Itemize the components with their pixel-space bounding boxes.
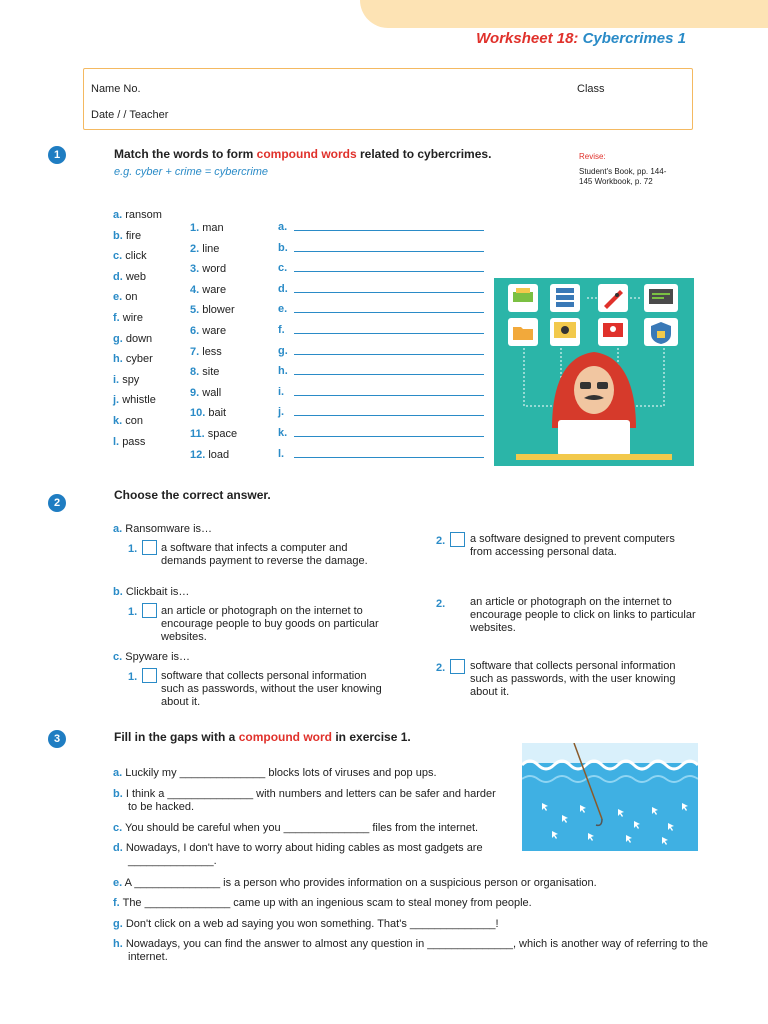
sentence-letter: e. (113, 877, 123, 889)
icon-server (550, 284, 580, 312)
gap-fill-sentence (113, 767, 508, 780)
sentence-text: Nowadays, I don't have to worry about hiding cables as most gadgets are ______________. (125, 842, 483, 867)
answer-letter (278, 427, 287, 439)
option-number: 2. (436, 598, 446, 610)
right-word-item (190, 407, 226, 419)
gap-fill-sentence (113, 822, 528, 835)
icon-bug-screen (550, 318, 580, 346)
sentence-text: The ______________ came up with an ingenious scam to steal money from people. (122, 897, 532, 909)
item-letter: h. (113, 353, 123, 366)
answer-checkbox[interactable] (142, 668, 157, 683)
item-word: web (125, 270, 147, 283)
answer-letter-text: e. (278, 303, 288, 316)
right-word-item (190, 243, 219, 255)
option-number: 1. (128, 543, 138, 555)
icon-money (508, 284, 538, 312)
item-number: 12. (190, 448, 206, 461)
sentence-text: A ______________ is a person who provides information on a suspicious person or organisation. (124, 877, 597, 889)
item-word: whistle (122, 394, 156, 407)
item-letter: j. (113, 394, 120, 407)
answer-letter-text: b. (278, 241, 288, 254)
left-word-item (113, 291, 138, 303)
item-letter: e. (113, 291, 123, 304)
date-teacher-field-label: Date / / Teacher (91, 109, 169, 121)
answer-letter (278, 448, 284, 460)
question-stem (113, 651, 190, 663)
question-stem (113, 586, 189, 598)
right-word-item (190, 263, 226, 275)
sentence-letter: c. (113, 822, 123, 834)
item-number: 1. (190, 222, 200, 234)
option-2-text: software that collects personal information such as passwords, with the user knowing about it. (470, 660, 676, 698)
item-word: wire (122, 312, 143, 324)
sentence-text: Nowadays, you can find the answer to almost any question in ______________, which is another way of referring to the internet. (125, 938, 708, 963)
exercise-3-number: 3 (48, 730, 66, 748)
question-text: Ransomware is… (125, 523, 213, 535)
item-word: line (202, 242, 220, 255)
answer-letter (278, 365, 288, 377)
answer-line[interactable] (294, 230, 484, 231)
item-number: 4. (190, 283, 200, 296)
item-word: cyber (125, 353, 153, 366)
option-1-marker (128, 602, 157, 620)
icon-monitor (644, 284, 678, 312)
left-word-item (113, 209, 162, 221)
item-number: 5. (190, 304, 200, 317)
left-word-item (113, 436, 145, 448)
answer-letter-text: g. (278, 344, 288, 357)
item-word: bait (208, 407, 227, 420)
item-word: ware (202, 325, 227, 337)
item-letter: f. (113, 312, 120, 324)
header-band (360, 0, 768, 28)
question-letter: b. (113, 586, 123, 598)
option-2-marker (436, 658, 465, 676)
item-letter: a. (113, 209, 123, 221)
answer-letter-text: c. (278, 262, 288, 275)
item-word: down (125, 332, 153, 345)
gap-fill-sentence (113, 788, 508, 814)
answer-letter (278, 221, 287, 233)
answer-line[interactable] (294, 312, 484, 313)
answer-line[interactable] (294, 436, 484, 437)
answer-line[interactable] (294, 251, 484, 252)
answer-letter-text: i. (278, 385, 285, 398)
item-letter: d. (113, 270, 123, 283)
left-word-item (113, 415, 143, 427)
option-2-marker (436, 531, 465, 549)
option-1-text: an article or photograph on the internet to encourage people to buy goods on particular websites. (161, 605, 379, 643)
left-word-item (113, 250, 147, 262)
answer-letter-text: l. (278, 447, 285, 460)
item-word: site (202, 366, 220, 379)
item-word: wall (202, 386, 222, 399)
answer-checkbox[interactable] (450, 532, 465, 547)
right-word-item (190, 387, 221, 399)
item-number: 2. (190, 242, 200, 255)
question-text: Clickbait is… (125, 586, 190, 598)
sentence-text: Luckily my ______________ blocks lots of viruses and pop ups. (125, 767, 437, 779)
answer-letter (278, 242, 288, 254)
item-letter: k. (113, 415, 123, 427)
question-letter: a. (113, 523, 123, 535)
right-word-item (190, 325, 226, 337)
question-stem (113, 523, 212, 535)
exercise-1-instruction: Match the words to form compound words related to cybercrimes. (114, 147, 492, 161)
sentence-text: Don't click on a web ad saying you won something. That's ______________! (125, 918, 499, 930)
answer-letter-text: d. (278, 282, 288, 295)
gap-fill-sentence (113, 842, 518, 868)
option-number: 2. (436, 535, 446, 547)
item-number: 9. (190, 386, 200, 399)
answer-checkbox[interactable] (450, 659, 465, 674)
item-number: 8. (190, 366, 200, 379)
icon-skull-laptop (598, 318, 628, 346)
gap-fill-sentence (113, 938, 708, 964)
item-word: man (202, 222, 224, 234)
answer-letter-text: a. (278, 221, 288, 233)
exercise-1-number: 1 (48, 146, 66, 164)
revise-heading: Revise: (579, 152, 606, 161)
name-field-label: Name No. (91, 83, 141, 95)
answer-line[interactable] (294, 457, 484, 458)
item-word: pass (122, 435, 146, 448)
answer-letter (278, 303, 287, 315)
sentence-letter: b. (113, 788, 123, 800)
icon-folder (508, 318, 538, 346)
item-number: 10. (190, 407, 206, 420)
class-field-label: Class (577, 83, 605, 95)
worksheet-title: Worksheet 18: Cybercrimes 1 (476, 30, 686, 47)
item-word: click (125, 250, 147, 263)
answer-line[interactable] (294, 333, 484, 334)
item-word: load (208, 448, 230, 461)
gap-fill-sentence (113, 877, 688, 890)
item-letter: i. (113, 373, 120, 386)
exercise-3-instruction: Fill in the gaps with a compound word in exercise 1. (114, 730, 411, 744)
answer-line[interactable] (294, 271, 484, 272)
right-word-item (190, 428, 237, 440)
item-number: 7. (190, 345, 200, 358)
item-word: fire (125, 229, 142, 242)
sentence-letter: a. (113, 767, 123, 779)
sentence-text: I think a ______________ with numbers and letters can be safer and harder to be hacked. (125, 788, 496, 813)
exercise-1-example: e.g. cyber + crime = cybercrime (114, 166, 269, 178)
gap-fill-sentence (113, 918, 688, 931)
option-number: 2. (436, 662, 446, 674)
sentence-letter: h. (113, 938, 123, 950)
item-letter: c. (113, 250, 123, 263)
answer-checkbox[interactable] (142, 540, 157, 555)
left-word-item (113, 333, 152, 345)
item-word: less (202, 345, 222, 358)
answer-line[interactable] (294, 374, 484, 375)
answer-letter-text: f. (278, 324, 285, 336)
answer-letter (278, 386, 284, 398)
phishing-illustration (522, 743, 698, 851)
item-word: blower (202, 304, 235, 317)
left-word-item (113, 394, 156, 406)
answer-letter (278, 262, 287, 274)
icon-shield (644, 318, 678, 346)
left-word-item (113, 374, 139, 386)
item-letter: g. (113, 332, 123, 345)
answer-line[interactable] (294, 415, 484, 416)
item-letter: l. (113, 435, 120, 448)
left-word-item (113, 271, 146, 283)
left-word-item (113, 353, 153, 365)
option-2-text: a software designed to prevent computers from accessing personal data. (470, 533, 675, 558)
option-2-marker (436, 594, 445, 612)
right-word-item (190, 284, 226, 296)
item-word: ransom (125, 209, 162, 221)
item-word: ware (202, 283, 227, 296)
left-word-item (113, 230, 141, 242)
answer-checkbox[interactable] (142, 603, 157, 618)
answer-letter-text: h. (278, 365, 288, 378)
question-letter: c. (113, 651, 123, 663)
item-word: con (125, 415, 143, 427)
item-number: 3. (190, 263, 200, 276)
answer-letter-text: k. (278, 427, 288, 439)
option-1-marker (128, 667, 157, 685)
sentence-text: You should be careful when you ______________ files from the internet. (125, 822, 479, 834)
right-word-item (190, 346, 222, 358)
option-number: 1. (128, 606, 138, 618)
item-word: space (207, 428, 238, 440)
sentence-letter: f. (113, 897, 120, 909)
answer-letter (278, 345, 288, 357)
exercise-2-number: 2 (48, 494, 66, 512)
right-word-item (190, 449, 229, 461)
answer-letter-text: j. (278, 406, 285, 419)
student-info-box (83, 68, 693, 130)
left-word-item (113, 312, 143, 324)
right-word-item (190, 222, 224, 234)
sentence-letter: d. (113, 842, 123, 854)
answer-letter (278, 324, 285, 336)
sentence-letter: g. (113, 918, 123, 930)
answer-line[interactable] (294, 354, 484, 355)
item-letter: b. (113, 229, 123, 242)
item-number: 11. (190, 428, 205, 440)
item-word: word (202, 263, 227, 276)
right-word-item (190, 304, 235, 316)
revise-references: Student's Book, pp. 144-145 Workbook, p. 72 (579, 167, 667, 186)
exercise-2-instruction: Choose the correct answer. (114, 488, 271, 502)
item-number: 6. (190, 325, 200, 337)
icon-rocket (598, 284, 628, 312)
gap-fill-sentence (113, 897, 688, 910)
option-1-text: a software that infects a computer and demands payment to reverse the damage. (161, 542, 368, 567)
hacker-illustration (494, 278, 694, 466)
item-word: on (125, 291, 138, 304)
question-text: Spyware is… (125, 651, 191, 663)
answer-line[interactable] (294, 292, 484, 293)
answer-line[interactable] (294, 395, 484, 396)
option-2-text: an article or photograph on the internet to encourage people to click on links to particular websites. (470, 596, 696, 634)
item-word: spy (122, 373, 140, 386)
option-1-text: software that collects personal information such as passwords, without the user knowing about it. (161, 670, 382, 708)
option-1-marker (128, 539, 157, 557)
answer-letter (278, 406, 284, 418)
right-word-item (190, 366, 219, 378)
answer-letter (278, 283, 288, 295)
option-number: 1. (128, 671, 138, 683)
